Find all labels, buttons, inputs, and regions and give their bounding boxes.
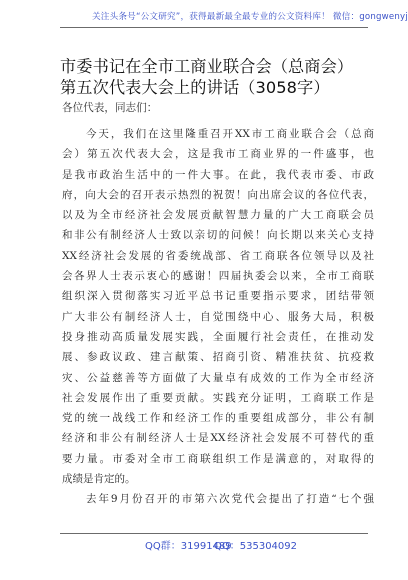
body-line: 组织深入贯彻落实习近平总书记重要指示要求，团结带领 [62, 290, 374, 303]
body-line: 灾、公益慈善等方面做了大量卓有成效的工作为全市经济 [62, 371, 374, 384]
qq-group-number: QQ群：31991489 [145, 541, 232, 552]
body-line: 社会发展作出了重要贡献。实践充分证明，工商联工作是 [62, 391, 374, 404]
body-line: 党的统一战线工作和经济工作的重要组成部分，非公有制 [62, 412, 374, 425]
body-line: 以及为全市经济社会发展贡献智慧力量的广大工商联会员 [62, 209, 374, 222]
body-line: 经济和非公有制经济人士是XX经济社会发展不可替代的重 [62, 432, 374, 445]
body-line: 展、参政议政、建言献策、招商引资、精准扶贫、抗疫救 [62, 351, 374, 364]
qq-number: QQ：535304092 [214, 541, 298, 552]
header-divider [60, 27, 368, 28]
body-line: 会）第五次代表大会，这是我市工商业界的一件盛事，也 [62, 148, 374, 161]
document-title [60, 56, 380, 98]
salutation: 各位代表，同志们： [62, 102, 158, 114]
title-line: 市委书记在全市工商业联合会（总商会） [60, 57, 354, 76]
body-line: 是我市政治生活中的一件大事。在此，我代表市委、市政 [62, 168, 374, 181]
body-line: 成绩是肯定的。 [62, 473, 136, 486]
body-line: 投身推动高质量发展实践，全面履行社会责任，在推动发 [62, 330, 374, 343]
body-line: 和非公有制经济人士致以亲切的问候！向长期以来关心支持 [62, 229, 374, 242]
body-line: 府，向大会的召开表示热烈的祝贺！向出席会议的各位代表， [62, 188, 374, 201]
footer-divider [60, 533, 368, 534]
document-body [62, 124, 374, 510]
body-line: 要力量。市委对全市工商联组织工作是满意的，对取得的 [62, 452, 374, 465]
body-line: 广大非公有制经济人士，自觉围绕中心、服务大局，积极 [62, 310, 374, 323]
body-line: XX经济社会发展的省委统战部、省工商联各位领导以及社 [62, 249, 374, 262]
body-line: 会各界人士表示衷心的感谢！四届执委会以来，全市工商联 [62, 270, 374, 283]
title-line: 第五次代表大会上的讲话（3058字） [60, 78, 330, 97]
body-line: 今天，我们在这里隆重召开XX市工商业联合会（总商 [86, 128, 374, 140]
body-line: 去年9月份召开的市第六次党代会提出了打造“七个强 [86, 493, 374, 506]
promo-header: 关注头条号“公文研究”，获得最新最全最专业的公文资料库！ 微信：gongwenyj [92, 12, 408, 22]
